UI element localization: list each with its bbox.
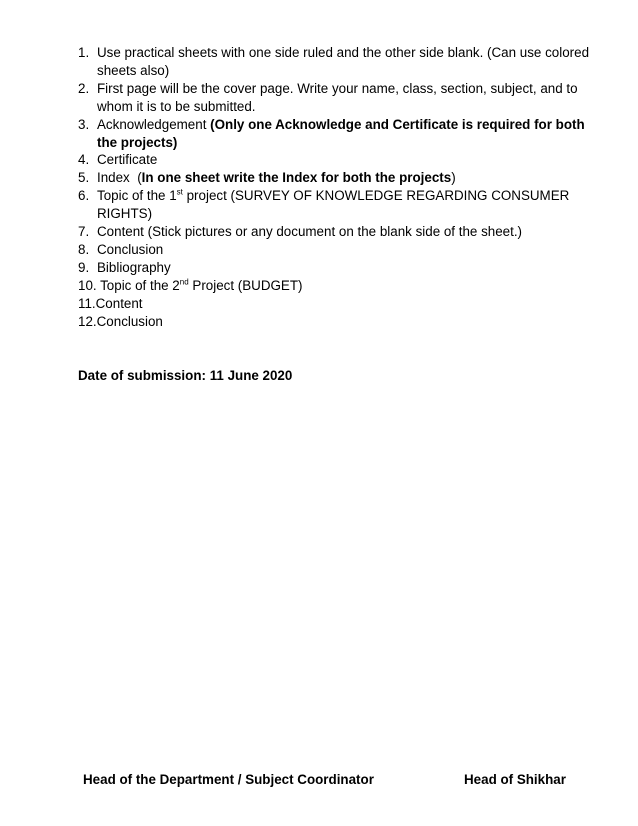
list-item (78, 223, 598, 241)
item-bold-text: In one sheet write the Index for both the projects (141, 170, 452, 186)
item-text: project (SURVEY OF KNOWLEDGE REGARDING CONSUMER RIGHTS) (97, 188, 570, 222)
item-text: ) (451, 170, 456, 186)
list-item (78, 44, 598, 80)
item-text: Use practical sheets with one side ruled and the other side blank. (Can use colored sheets also) (97, 45, 590, 78)
item-number: 7. (78, 224, 90, 240)
list-item (78, 80, 598, 116)
item-text: First page will be the cover page. Write your name, class, section, subject, and to whom it is to be submitted. (97, 80, 578, 114)
item-number: 1. (78, 45, 90, 60)
item-text: Conclusion (96, 313, 163, 329)
submission-date: Date of submission: 11 June 2020 (78, 368, 293, 383)
item-text: Project (BUDGET) (188, 277, 303, 293)
item-text: Acknowledgement (97, 116, 211, 132)
item-text: Content (Stick pictures or any document on the blank side of the sheet.) (97, 224, 523, 240)
list-item (78, 313, 598, 331)
item-text: Certificate (97, 152, 158, 168)
instructions-list (78, 44, 598, 331)
signature-shikhar-head: Head of Shikhar (464, 772, 566, 787)
item-text: Topic of the 2 (100, 277, 180, 293)
list-item (78, 241, 598, 259)
item-number: 9. (78, 259, 90, 275)
list-item (78, 187, 598, 223)
list-item (78, 259, 598, 277)
item-number: 12. (78, 313, 97, 329)
item-superscript: st (176, 187, 183, 197)
item-number: 2. (78, 80, 90, 96)
item-number: 4. (78, 152, 90, 168)
list-item (78, 277, 598, 295)
item-number: 8. (78, 241, 90, 257)
item-number: 10. (78, 277, 97, 293)
item-number: 6. (78, 188, 90, 204)
item-number: 11. (78, 295, 96, 311)
item-number: 5. (78, 170, 90, 186)
item-text: Index ( (97, 170, 142, 186)
item-text: Topic of the 1 (97, 188, 177, 204)
item-text: Bibliography (97, 259, 171, 275)
list-item (78, 116, 598, 152)
item-text: Conclusion (97, 241, 164, 257)
list-item (78, 295, 598, 313)
list-item (78, 169, 598, 187)
item-superscript: nd (179, 277, 189, 287)
item-number: 3. (78, 116, 90, 132)
item-text: Content (95, 295, 143, 311)
item-bold-text: (Only one Acknowledge and Certificate is required for both the projects) (97, 116, 585, 150)
list-item (78, 151, 598, 169)
signature-department-head: Head of the Department / Subject Coordinator (83, 772, 374, 787)
